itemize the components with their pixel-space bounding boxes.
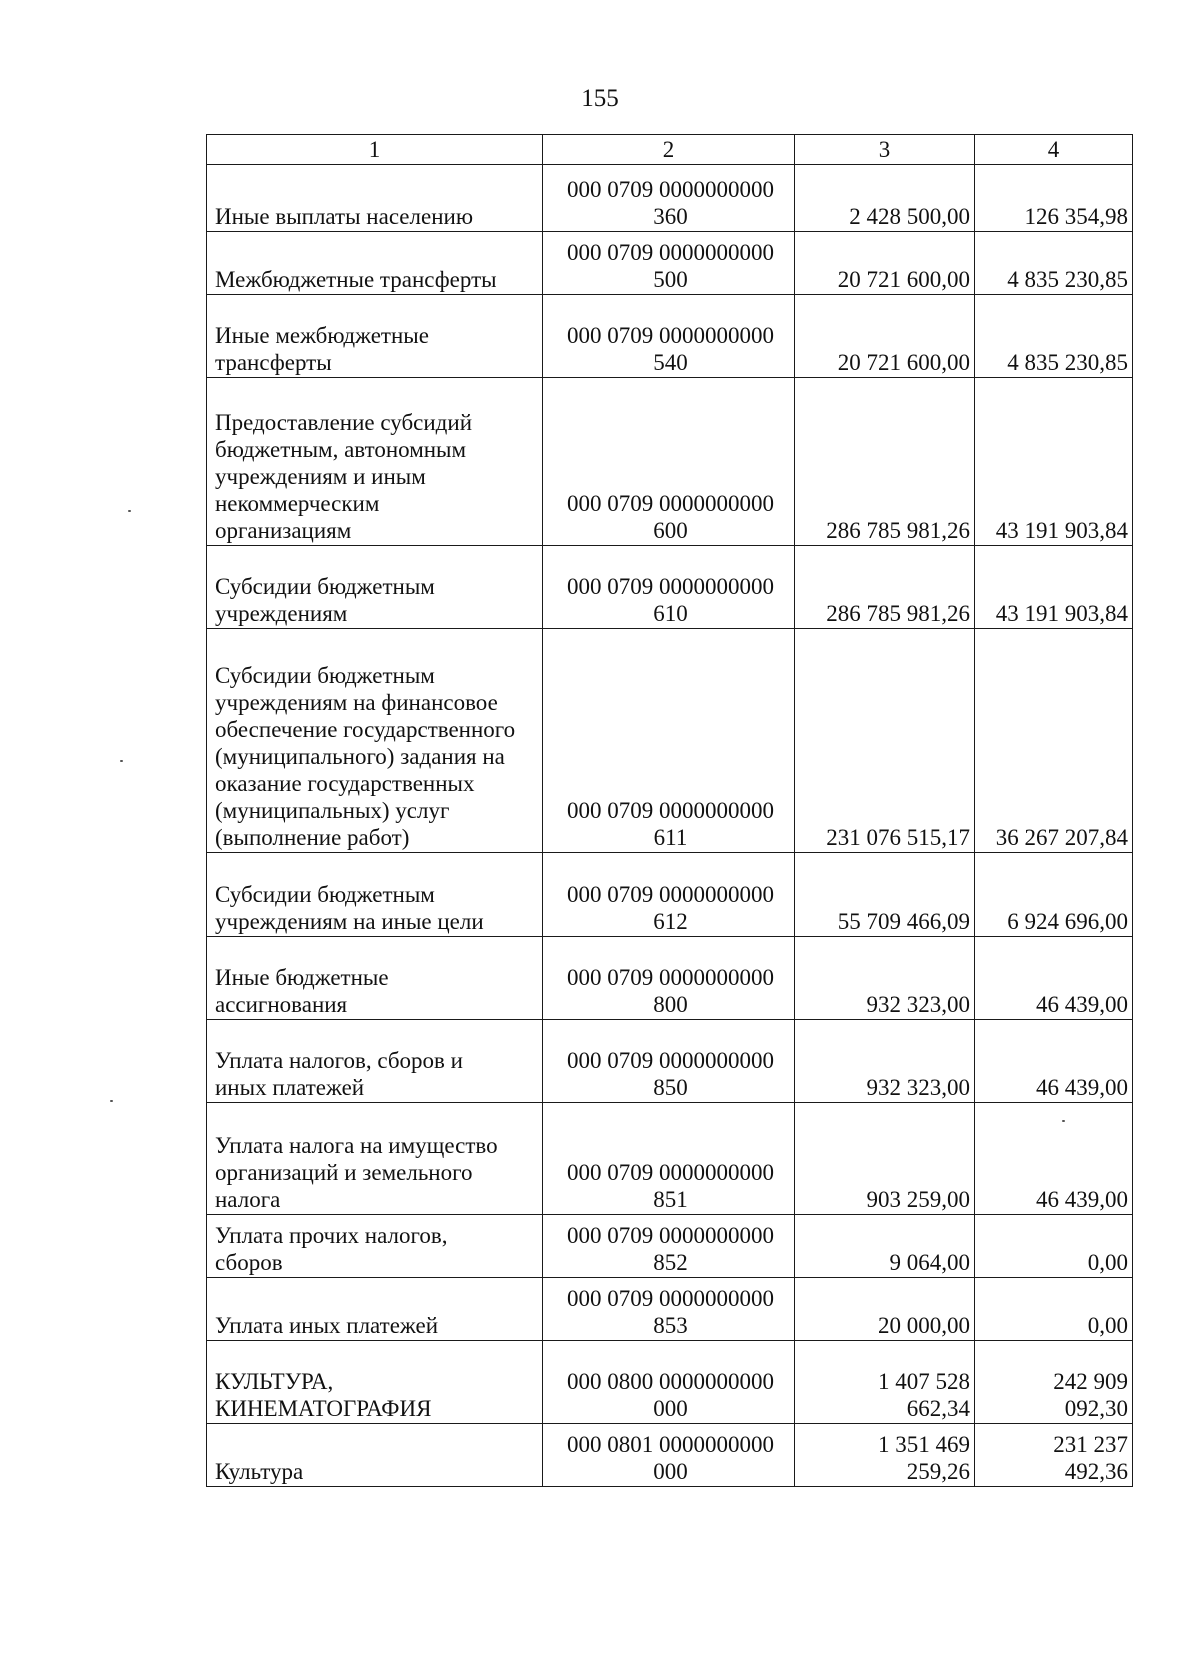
row-fact-amount-cell: 231 237 492,36	[975, 1424, 1133, 1487]
row-fact-amount-cell: 4 835 230,85	[975, 232, 1133, 295]
row-name-cell: Уплата налогов, сборов и иных платежей	[207, 1020, 543, 1103]
row-code-cell: 000 0709 0000000000 500	[543, 232, 795, 295]
row-code-cell: 000 0709 0000000000 360	[543, 165, 795, 232]
table-row	[207, 853, 1133, 937]
row-fact-amount-cell: 46 439,00	[975, 1103, 1133, 1215]
row-code-cell: 000 0709 0000000000 851	[543, 1103, 795, 1215]
table-row	[207, 1424, 1133, 1487]
row-fact-amount-cell: 126 354,98	[975, 165, 1133, 232]
budget-table	[206, 134, 1133, 1487]
row-name-cell: Уплата иных платежей	[207, 1278, 543, 1341]
row-name-cell: Субсидии бюджетным учреждениям на финансовое обеспечение государственного (муниципального) задания на оказание государственных (муниципальных) услуг (выполнение работ)	[207, 629, 543, 853]
column-header-1: 1	[207, 135, 543, 165]
column-header-3: 3	[795, 135, 975, 165]
row-plan-amount-cell: 1 407 528 662,34	[795, 1341, 975, 1424]
row-fact-amount-cell: 36 267 207,84	[975, 629, 1133, 853]
row-fact-amount-cell: 6 924 696,00	[975, 853, 1133, 937]
row-name-cell: Субсидии бюджетным учреждениям	[207, 546, 543, 629]
row-plan-amount-cell: 932 323,00	[795, 1020, 975, 1103]
row-plan-amount-cell: 286 785 981,26	[795, 546, 975, 629]
row-code-cell: 000 0801 0000000000 000	[543, 1424, 795, 1487]
row-fact-amount-cell: 0,00	[975, 1215, 1133, 1278]
row-fact-amount-cell: 242 909 092,30	[975, 1341, 1133, 1424]
scan-artifact	[128, 510, 131, 512]
row-name-cell: КУЛЬТУРА, КИНЕМАТОГРАФИЯ	[207, 1341, 543, 1424]
row-code-cell: 000 0709 0000000000 600	[543, 378, 795, 546]
page-number: 155	[581, 85, 619, 112]
row-name-cell: Культура	[207, 1424, 543, 1487]
row-plan-amount-cell: 286 785 981,26	[795, 378, 975, 546]
table-row	[207, 378, 1133, 546]
row-plan-amount-cell: 20 000,00	[795, 1278, 975, 1341]
table-row	[207, 1103, 1133, 1215]
row-name-cell: Иные межбюджетные трансферты	[207, 295, 543, 378]
row-fact-amount-cell: 43 191 903,84	[975, 546, 1133, 629]
row-fact-amount-cell: 46 439,00	[975, 1020, 1133, 1103]
table-header-row	[207, 135, 1133, 165]
row-code-cell: 000 0709 0000000000 611	[543, 629, 795, 853]
row-plan-amount-cell: 2 428 500,00	[795, 165, 975, 232]
row-name-cell: Межбюджетные трансферты	[207, 232, 543, 295]
table-row	[207, 165, 1133, 232]
row-code-cell: 000 0709 0000000000 610	[543, 546, 795, 629]
scan-artifact	[110, 1100, 113, 1102]
row-name-cell: Предоставление субсидий бюджетным, автономным учреждениям и иным некоммерческим организациям	[207, 378, 543, 546]
row-plan-amount-cell: 1 351 469 259,26	[795, 1424, 975, 1487]
row-code-cell: 000 0709 0000000000 800	[543, 937, 795, 1020]
table-row	[207, 1278, 1133, 1341]
table-row	[207, 937, 1133, 1020]
scan-artifact	[1062, 1120, 1065, 1122]
row-code-cell: 000 0709 0000000000 850	[543, 1020, 795, 1103]
row-fact-amount-cell: 46 439,00	[975, 937, 1133, 1020]
table-row	[207, 1020, 1133, 1103]
row-plan-amount-cell: 903 259,00	[795, 1103, 975, 1215]
row-name-cell: Уплата прочих налогов, сборов	[207, 1215, 543, 1278]
table-row	[207, 1341, 1133, 1424]
column-header-2: 2	[543, 135, 795, 165]
row-code-cell: 000 0709 0000000000 852	[543, 1215, 795, 1278]
row-name-cell: Иные выплаты населению	[207, 165, 543, 232]
scan-artifact	[120, 760, 123, 762]
row-fact-amount-cell: 4 835 230,85	[975, 295, 1133, 378]
row-code-cell: 000 0800 0000000000 000	[543, 1341, 795, 1424]
row-name-cell: Иные бюджетные ассигнования	[207, 937, 543, 1020]
row-code-cell: 000 0709 0000000000 853	[543, 1278, 795, 1341]
row-plan-amount-cell: 932 323,00	[795, 937, 975, 1020]
table-row	[207, 232, 1133, 295]
table-row	[207, 546, 1133, 629]
row-name-cell: Субсидии бюджетным учреждениям на иные цели	[207, 853, 543, 937]
row-name-cell: Уплата налога на имущество организаций и земельного налога	[207, 1103, 543, 1215]
row-plan-amount-cell: 55 709 466,09	[795, 853, 975, 937]
row-code-cell: 000 0709 0000000000 540	[543, 295, 795, 378]
row-plan-amount-cell: 231 076 515,17	[795, 629, 975, 853]
row-fact-amount-cell: 0,00	[975, 1278, 1133, 1341]
table-row	[207, 295, 1133, 378]
column-header-4: 4	[975, 135, 1133, 165]
row-fact-amount-cell: 43 191 903,84	[975, 378, 1133, 546]
table-row	[207, 1215, 1133, 1278]
row-plan-amount-cell: 9 064,00	[795, 1215, 975, 1278]
row-code-cell: 000 0709 0000000000 612	[543, 853, 795, 937]
table-row	[207, 629, 1133, 853]
row-plan-amount-cell: 20 721 600,00	[795, 295, 975, 378]
row-plan-amount-cell: 20 721 600,00	[795, 232, 975, 295]
table-body	[207, 165, 1133, 1487]
